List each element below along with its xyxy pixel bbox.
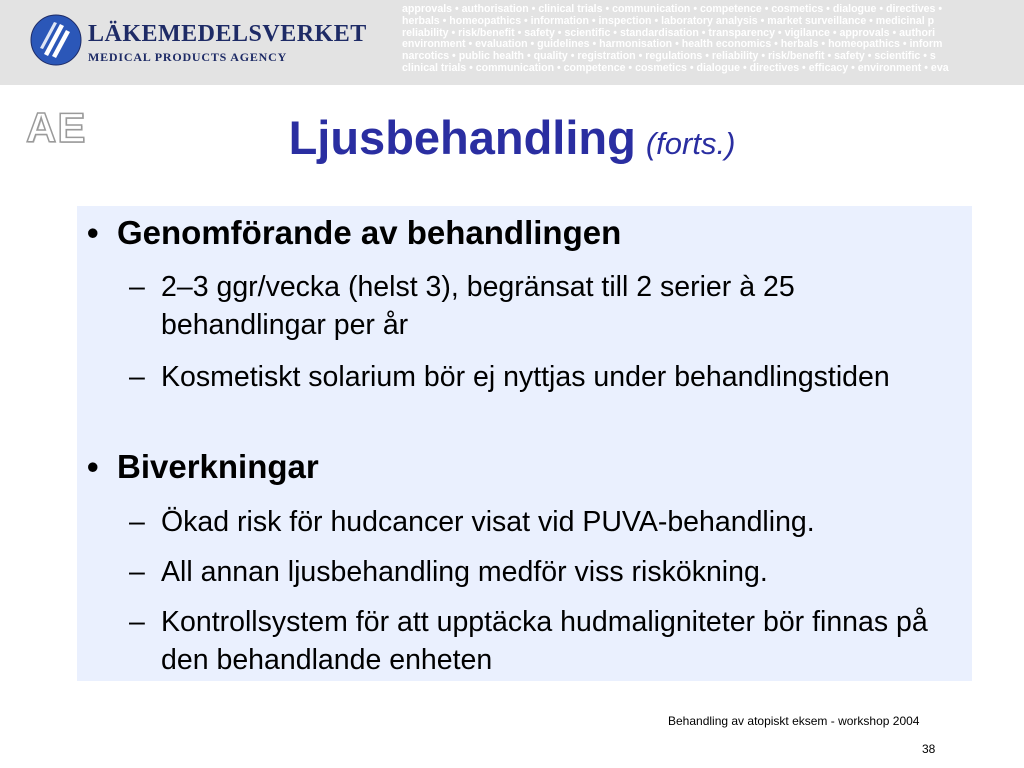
bullet-heading-text: Biverkningar [117,448,319,485]
sub-item: – All annan ljusbehandling medför viss riskökning. [129,553,959,591]
keyword-line: herbals • homeopathics • information • inspection • laboratory analysis • market surveillance • medicinal p [402,14,935,27]
logo-emblem-icon [30,14,82,66]
ae-badge: AE [26,104,87,151]
sub-item: – Kontrollsystem för att upptäcka hudmaligniteter bör finnas på den behandlande enheten [129,603,959,679]
keyword-line: environment • evaluation • guidelines • harmonisation • health economics • herbals • homeopathics • inform [402,38,943,51]
bullet-heading: • Biverkningar [87,448,319,485]
footer-text: Behandling av atopiskt eksem - workshop 2004 [668,714,920,728]
sub-item: – Kosmetiskt solarium bör ej nyttjas under behandlingstiden [129,358,959,396]
bullet-heading-text: Genomförande av behandlingen [117,214,622,251]
sub-item-text: Ökad risk för hudcancer visat vid PUVA-behandling. [161,506,815,538]
sub-item-text: Kontrollsystem för att upptäcka hudmaligniteter bör finnas på den behandlande enheten [161,606,928,676]
keyword-line: approvals • authorisation • clinical trials • communication • competence • cosmetics • dialogue • directives • [402,4,943,15]
page-number: 38 [922,742,936,756]
keyword-line: reliability • risk/benefit • safety • scientific • standardisation • transparency • vigilance • approvals • authori [402,26,936,39]
keyword-line: narcotics • public health • quality • registration • regulations • reliability • risk/benefit • safety • scientific • s [402,50,936,63]
header-band [0,0,1024,85]
bullet-heading: • Genomförande av behandlingen [87,214,622,251]
agency-logo [30,14,367,72]
slide-title-main: Ljusbehandling [288,111,636,164]
logo-subtitle: MEDICAL PRODUCTS AGENCY [88,50,288,64]
keyword-line: clinical trials • communication • competence • cosmetics • dialogue • directives • efficacy • environment • eva [402,61,949,74]
content-box [77,206,972,681]
keyword-watermark [402,4,1024,82]
logo-name: LÄKEMEDELSVERKET [88,21,367,47]
slide-title-suffix: (forts.) [645,126,736,161]
sub-item: – 2–3 ggr/vecka (helst 3), begränsat till 2 serier à 25 behandlingar per år [129,268,959,344]
sub-item-text: Kosmetiskt solarium bör ej nyttjas under behandlingstiden [161,361,890,393]
slide-title [0,110,1024,165]
sub-item-text: 2–3 ggr/vecka (helst 3), begränsat till 2 serier à 25 behandlingar per år [161,271,795,341]
sub-item-text: All annan ljusbehandling medför viss riskökning. [161,556,768,588]
sub-item: – Ökad risk för hudcancer visat vid PUVA-behandling. [129,503,959,541]
